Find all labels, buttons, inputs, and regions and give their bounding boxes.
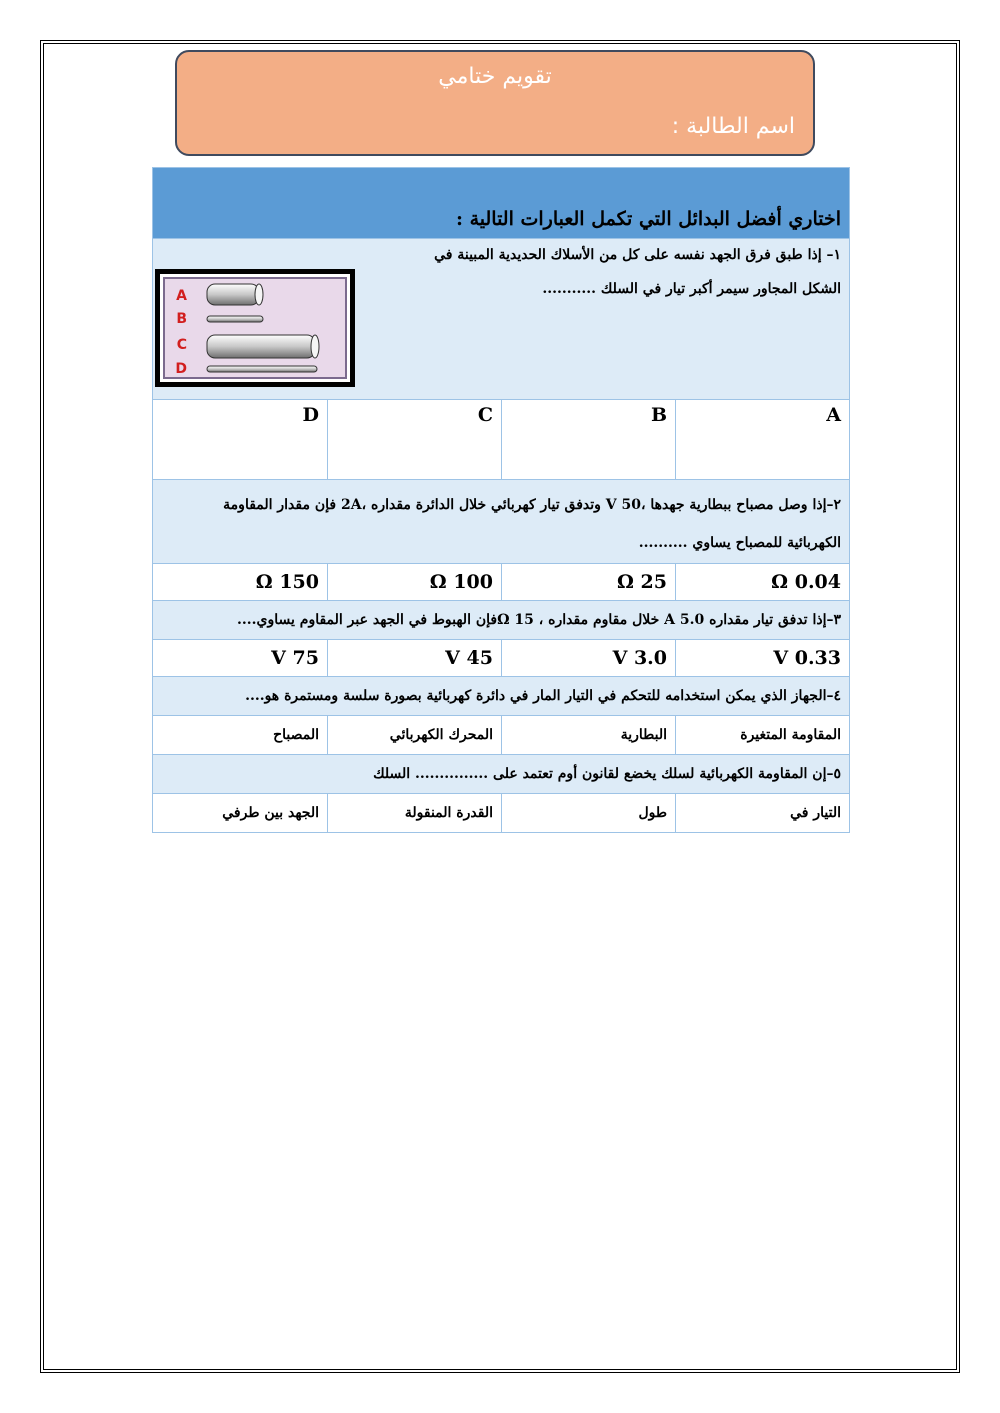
q1-option-d[interactable]: D (153, 400, 328, 480)
instruction-text: اختاري أفضل البدائل التي تكمل العبارات التالية : (455, 208, 841, 230)
question-row-4 (153, 677, 850, 716)
q3-option-d[interactable]: 75 V (153, 640, 328, 677)
q3-option-b[interactable]: 3.0 V (502, 640, 676, 677)
q5-option-d[interactable]: الجهد بين طرفي (153, 794, 328, 833)
wire-b (207, 316, 263, 322)
question-5-text: ٥–إن المقاومة الكهربائية لسلك يخضع لقانون أوم تعتمد على ............... السلك (373, 766, 841, 782)
q3-option-c[interactable]: 45 V (328, 640, 502, 677)
question-2-line-1: ٢–إذا وصل مصباح ببطارية جهدها ،V 50 وتدفق تيار كهربائي خلال الدائرة مقداره ،2A فإن مقدار المقاومة (223, 497, 841, 513)
wire-a (207, 284, 263, 305)
wire-label-a: A (176, 288, 187, 304)
options-row-5 (153, 794, 850, 833)
question-row-1 (153, 239, 850, 400)
options-row-3 (153, 640, 850, 677)
q5-option-b[interactable]: طول (502, 794, 676, 833)
q5-option-c[interactable]: القدرة المنقولة (328, 794, 502, 833)
wires-figure (155, 269, 355, 387)
wires-diagram (167, 279, 345, 379)
q4-option-c[interactable]: المحرك الكهربائي (328, 716, 502, 755)
title-banner (175, 50, 815, 156)
q5-option-a[interactable]: التيار في (676, 794, 850, 833)
page-title: تقويم ختامي (438, 64, 552, 89)
options-row-1 (153, 400, 850, 480)
question-row-5 (153, 755, 850, 794)
q2-option-d[interactable]: 150 Ω (153, 564, 328, 601)
q2-option-c[interactable]: 100 Ω (328, 564, 502, 601)
q2-option-a[interactable]: 0.04 Ω (676, 564, 850, 601)
wire-d (207, 366, 317, 372)
options-row-2 (153, 564, 850, 601)
q3-option-a[interactable]: 0.33 V (676, 640, 850, 677)
options-row-4 (153, 716, 850, 755)
q1-option-b[interactable]: B (502, 400, 676, 480)
wire-label-c: C (176, 337, 187, 353)
wire-c (207, 335, 319, 358)
q4-option-a[interactable]: المقاومة المتغيرة (676, 716, 850, 755)
q1-option-a[interactable]: A (676, 400, 850, 480)
question-row-3 (153, 601, 850, 640)
q2-option-b[interactable]: 25 Ω (502, 564, 676, 601)
question-1-line-2: الشكل المجاور سيمر أكبر تيار في السلك ........... (542, 281, 841, 297)
q1-option-c[interactable]: C (328, 400, 502, 480)
student-name-label: اسم الطالبة : (671, 114, 795, 139)
wire-label-b: B (176, 311, 187, 327)
question-1-line-1: ١– إذا طبق فرق الجهد نفسه على كل من الأسلاك الحديدية المبينة في (434, 247, 841, 263)
question-3-text: ٣–إذا تدفق تيار مقداره 5.0 A خلال مقاوم مقداره ، Ω 15فإن الهبوط في الجهد عبر المقاوم يساوي.... (237, 612, 841, 628)
instruction-header (153, 168, 850, 239)
wire-label-d: D (175, 361, 187, 377)
quiz-table (152, 167, 850, 833)
question-row-2 (153, 480, 850, 564)
question-4-text: ٤–الجهاز الذي يمكن استخدامه للتحكم في التيار المار في دائرة كهربائية بصورة سلسة ومستمرة هو.... (245, 688, 841, 704)
q4-option-b[interactable]: البطارية (502, 716, 676, 755)
question-2-line-2: الكهربائية للمصباح يساوي .......... (638, 535, 841, 551)
q4-option-d[interactable]: المصباح (153, 716, 328, 755)
